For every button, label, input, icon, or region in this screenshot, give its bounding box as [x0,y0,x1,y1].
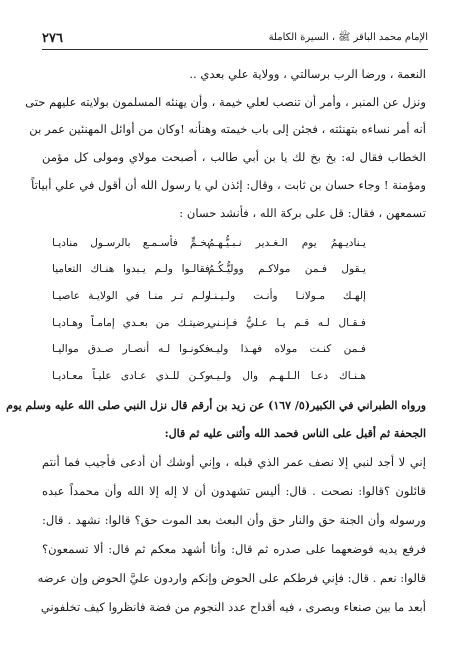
text-line: أبعد ما بين صنعاء وبصرى ، فيه أقداح عدد النجوم من فضة فانظروا كيف تخلفوني [40,600,426,614]
poem-verse-second-half: ولـم تـر منـا في الولايـة عاصيـا [52,290,210,302]
citation-line: الجحفة ثم أقبل على الناس فحمد الله وأثنى عليه ثم قال: [164,427,426,440]
text-line: الخطاب فقال له: بخ بخ لك يا بن أبي طالب ، أصبحت مولاي ومولى كل مؤمن [42,150,426,164]
poem-verse-first-half: فـقـال لـه قـم يـا عـليُّ فـإنـني [208,317,366,329]
text-line: ورسوله وأن الجنة حق والنار حق وأن البعث بعد الموت حق؟ قالوا: نشهد . قال: [42,513,426,527]
citation-line: ورواه الطبراني في الكبير(٥/ ١٦٧) عن زيد بن أرقم قال نزل النبي صلى الله عليه وسلم يوم [6,399,426,412]
poem-verse-first-half: يـقول فـمن مولاكـم ووليُّـكُـمُ [208,263,366,275]
text-line: أنه أمر نساءه بتهنئته ، فجئن إلى باب خيمته وهنأنه !وكان من أوائل المهنئين عمر بن [29,122,426,136]
text-line: قائلون ؟قالوا: نصحت . قال: أليس تشهدون أن لا إله إلا الله وأن محمداً عبده [42,484,426,498]
poem-verse-second-half: رضيتـك من بعـدي إمامـاً وهـاديـا [52,317,210,329]
poem-verse-first-half: يـناديـهمُ يوم الـغـدير نـبـيُّـهـمُ [208,237,366,249]
text-line: النعمة ، ورضا الرب برسالتي ، وولاية علي بعدي .. [189,67,426,81]
poem-verse-first-half: هـنـاك دعـا الـلـهـم وال ولـيـه [208,370,366,382]
text-line: تسمعهن ، فقال: قل على بركة الله ، فأنشد حسان : [179,206,426,220]
text-line: قالوا: نعم . قال: فإني فرطكم على الحوض وإنكم واردون عليَّ الحوض وإن عرضه [37,571,426,585]
poem-verse-second-half: فكونـوا لـه أنصـار صـدق مواليـا [52,343,210,355]
poem-verse-first-half: فـمن كنـت مولاه فهـذا وليـه [208,343,366,355]
page-header [42,30,428,46]
text-line: فرفع يديه فوضعهما على صدره ثم قال: وأنا أشهد معكم ثم قال: ألا تسمعون؟ [42,542,426,556]
header-rule [42,49,428,50]
poem-verse-second-half: وكـن للـذي عـادى عليـاً معـاديـا [52,370,210,382]
page-number: ٢٧٦ [42,30,63,46]
running-title: الإمام محمد الباقر ﷺ ، السيرة الكاملة [268,32,428,43]
poem-verse-first-half: إلهـك مـولانـا وأنـت ولـيـنـا [208,290,366,302]
text-line: ومؤمنة ! وجاء حسان بن ثابت ، وقال: إئذن لي يا رسول الله أن أقول في علي أبياتاً [31,178,426,192]
text-line: إني لا أجد لنبي إلا نصف عمر الذي قبله ، وإني أوشك أن أدعى فأجيب فما أنتم [42,455,426,469]
text-line: ونزل عن المنبر ، وأمر أن تنصب لعلي خيمة ، وأن يهنئه المسلمون بولايته عليهم حتى [25,95,426,109]
poem-verse-second-half: فقالـوا ولـم يـبدوا هنـاك التعاميا [52,263,210,275]
poem-verse-second-half: بخـمٍّ فأسـمـع بالرسـول مناديـا [52,237,210,249]
